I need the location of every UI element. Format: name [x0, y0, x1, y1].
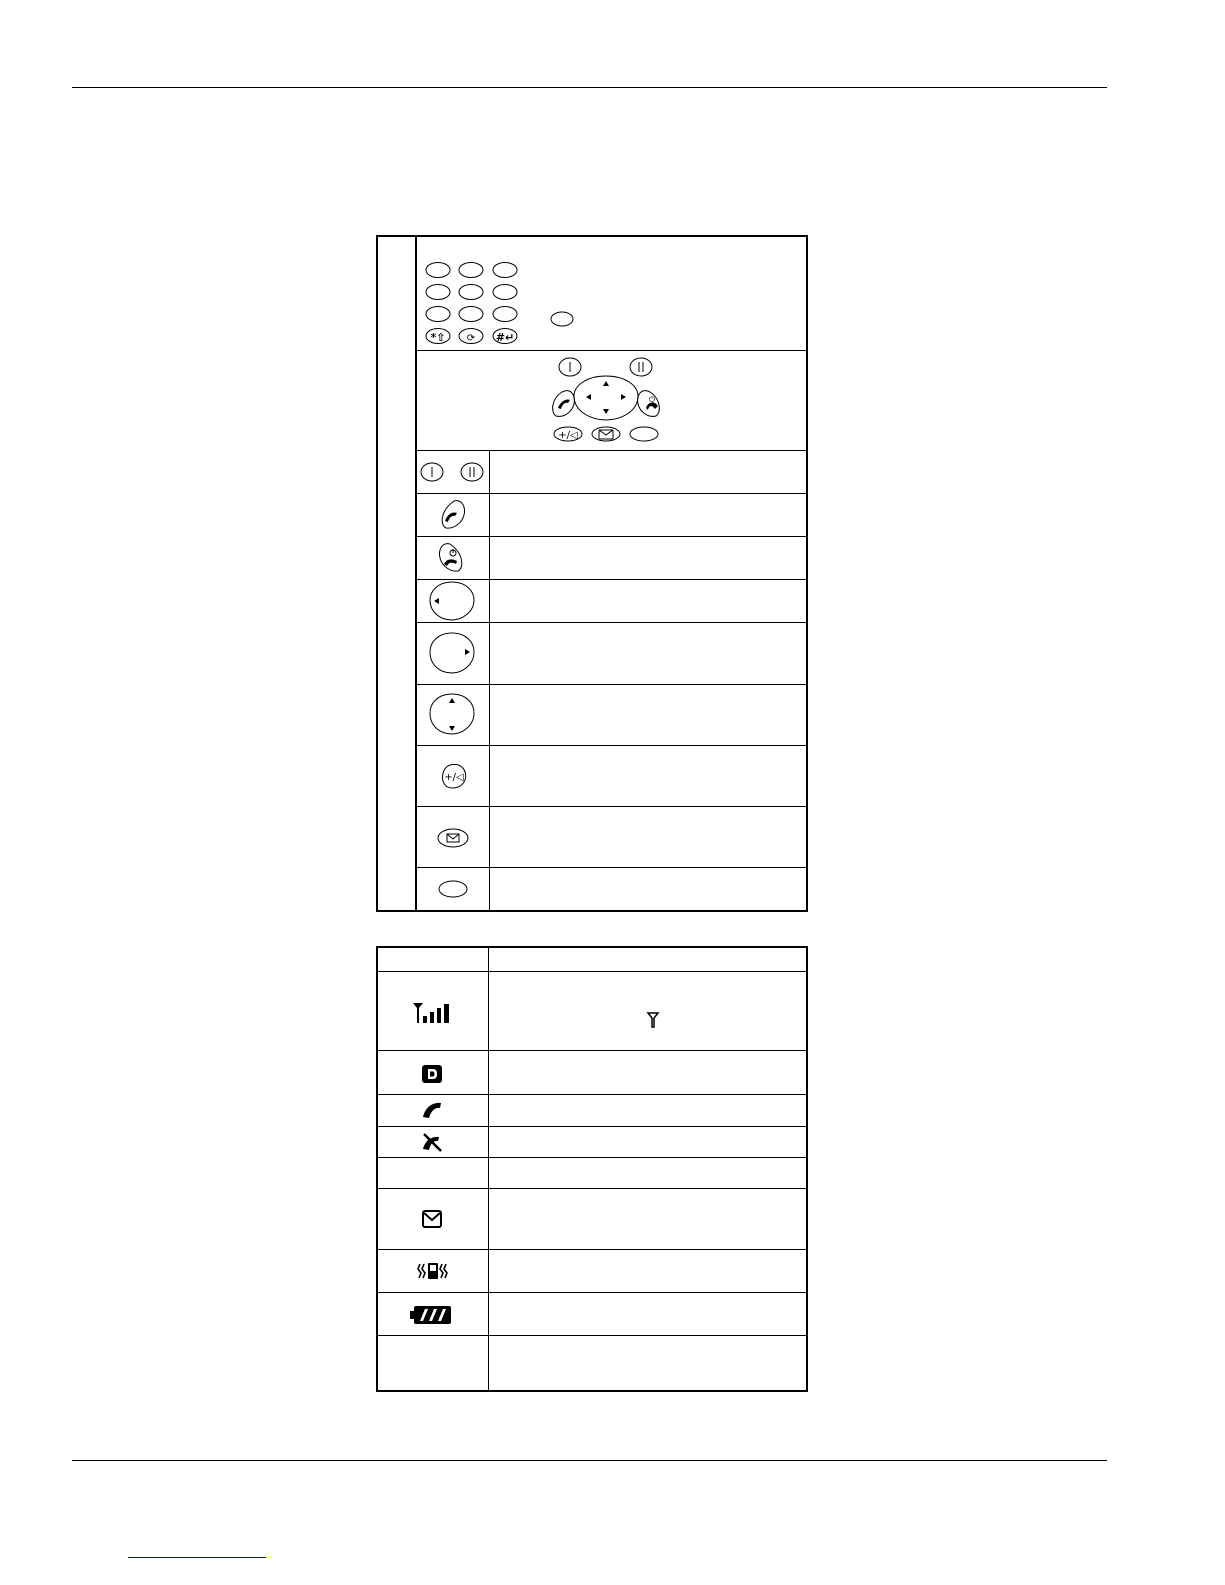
keys-divider-10: [416, 867, 807, 868]
ind-divider-7: [377, 1292, 807, 1293]
battery-icon: [410, 1304, 452, 1326]
ind-divider-4: [377, 1157, 807, 1158]
keys-divider-4: [416, 536, 807, 537]
keys-divider-8: [416, 745, 807, 746]
keys-icon-column-divider: [489, 450, 490, 911]
antenna-icon: [647, 1012, 659, 1028]
header-rule: [72, 87, 1107, 88]
nav-up-down-key-icon: [428, 692, 476, 736]
ind-divider-5: [377, 1188, 807, 1189]
svg-text:+/◁: +/◁: [558, 430, 578, 441]
svg-text:⏻: ⏻: [648, 395, 656, 404]
ind-divider-2: [377, 1094, 807, 1095]
keys-divider-7: [416, 684, 807, 685]
svg-text:+/◁: +/◁: [444, 772, 464, 783]
call-send-key-icon: [438, 499, 466, 531]
end-power-key-icon: [438, 542, 466, 574]
ind-divider-1: [377, 1050, 807, 1051]
digital-mode-icon: [421, 1064, 443, 1084]
call-in-progress-icon: [421, 1100, 443, 1120]
ind-divider-0: [377, 971, 807, 972]
keys-divider-2: [416, 450, 807, 451]
menu-softkey-pair-icon: [418, 460, 486, 484]
svg-text:⟳: ⟳: [466, 333, 476, 344]
keys-divider-5: [416, 579, 807, 580]
svg-text:*⇧: *⇧: [430, 331, 446, 344]
ind-divider-8: [377, 1335, 807, 1336]
signal-strength-icon: [413, 1002, 453, 1024]
keys-divider-3: [416, 493, 807, 494]
control-panel-illustration: [548, 354, 664, 446]
message-envelope-icon: [422, 1210, 442, 1228]
footer-link[interactable]: [128, 1557, 266, 1558]
volume-key-icon: [440, 762, 468, 790]
keypad-illustration: [420, 258, 580, 348]
keys-side-column-divider: [415, 236, 417, 911]
keys-divider-1: [416, 350, 807, 351]
ind-divider-6: [377, 1249, 807, 1250]
ind-divider-3: [377, 1126, 807, 1127]
keys-divider-6: [416, 622, 807, 623]
footer-rule: [72, 1460, 1107, 1461]
nav-left-key-icon: [428, 581, 476, 621]
blank-oval-key-icon: [437, 879, 469, 899]
indicators-column-divider: [488, 947, 489, 1391]
no-service-icon: [421, 1131, 443, 1153]
svg-text:#↵: #↵: [495, 331, 515, 344]
vibrate-icon: [417, 1261, 449, 1281]
nav-right-key-icon: [428, 631, 476, 675]
keys-divider-9: [416, 806, 807, 807]
message-key-icon: [437, 828, 469, 848]
